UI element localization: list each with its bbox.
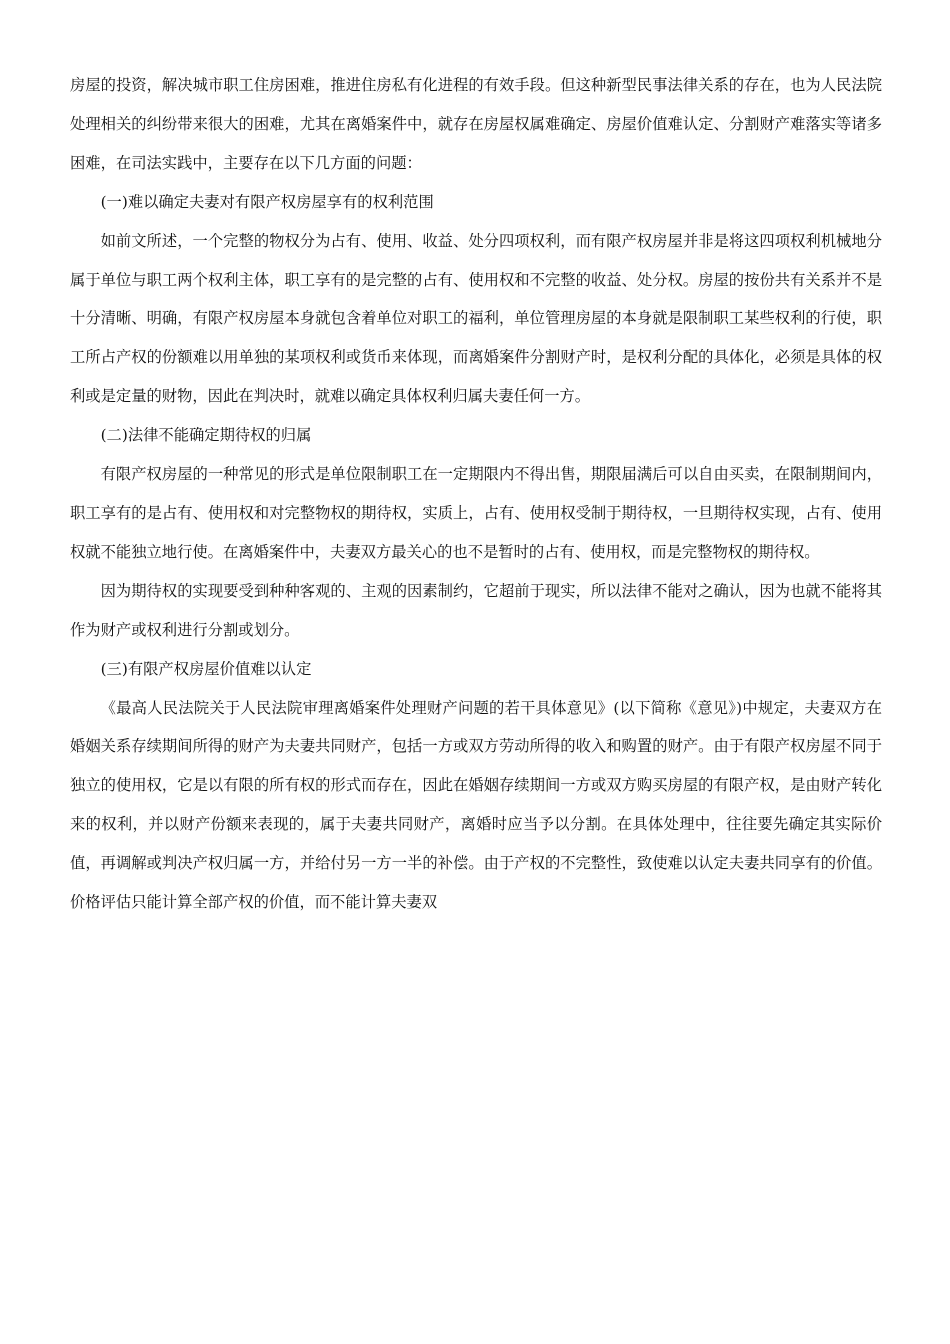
paragraph-intro-continuation: 房屋的投资，解决城市职工住房困难，推进住房私有化进程的有效手段。但这种新型民事法律关系的存在，也为人民法院处理相关的纠纷带来很大的困难，尤其在离婚案件中，就存在房屋权属难确定、房屋价值难认定、分割财产难落实等诸多困难，在司法实践中，主要存在以下几方面的问题： (70, 76, 882, 172)
paragraph-body: 《最高人民法院关于人民法院审理离婚案件处理财产问题的若干具体意见》(以下简称《意见》)中规定，夫妻双方在婚姻关系存续期间所得的财产为夫妻共同财产，包括一方或双方劳动所得的收入和购置的财产。由于有限产权房屋不同于独立的使用权，它是以有限的所有权的形式而存在，因此在婚姻存续期间一方或双方购买房屋的有限产权，是由财产转化来的权利，并以财产份额来表现的，属于夫妻共同财产，离婚时应当予以分割。在具体处理中，往往要先确定其实际价值，再调解或判决产权归属一方，并给付另一方一半的补偿。由于产权的不完整性，致使难以认定夫妻共同享有的价值。价格评估只能计算全部产权的价值，而不能计算夫妻双 (70, 698, 882, 912)
paragraph-body: 因为期待权的实现要受到种种客观的、主观的因素制约，它超前于现实，所以法律不能对之确认，因为也就不能将其作为财产或权利进行分割或划分。 (70, 581, 882, 639)
section-heading-3: (三)有限产权房屋价值难以认定 (100, 659, 312, 678)
paragraph-body: 如前文所述，一个完整的物权分为占有、使用、收益、处分四项权利，而有限产权房屋并非是将这四项权利机械地分属于单位与职工两个权利主体，职工享有的是完整的占有、使用权和不完整的收益、处分权。房屋的按份共有关系并不是十分清晰、明确，有限产权房屋本身就包含着单位对职工的福利，单位管理房屋的本身就是限制职工某些权利的行使，职工所占产权的份额难以用单独的某项权利或货币来体现，而离婚案件分割财产时，是权利分配的具体化，必须是具体的权利或是定量的财物，因此在判决时，就难以确定具体权利归属夫妻任何一方。 (70, 231, 882, 406)
paragraph-body: 有限产权房屋的一种常见的形式是单位限制职工在一定期限内不得出售，期限届满后可以自由买卖，在限制期间内，职工享有的是占有、使用权和对完整物权的期待权，实质上，占有、使用权受制于期待权，一旦期待权实现，占有、使用权就不能独立地行使。在离婚案件中，夫妻双方最关心的也不是暂时的占有、使用权，而是完整物权的期待权。 (70, 465, 882, 561)
section-heading-2: (二)法律不能确定期待权的归属 (100, 426, 312, 445)
document-page (70, 66, 882, 922)
section-heading-1: (一)难以确定夫妻对有限产权房屋享有的权利范围 (100, 192, 434, 211)
